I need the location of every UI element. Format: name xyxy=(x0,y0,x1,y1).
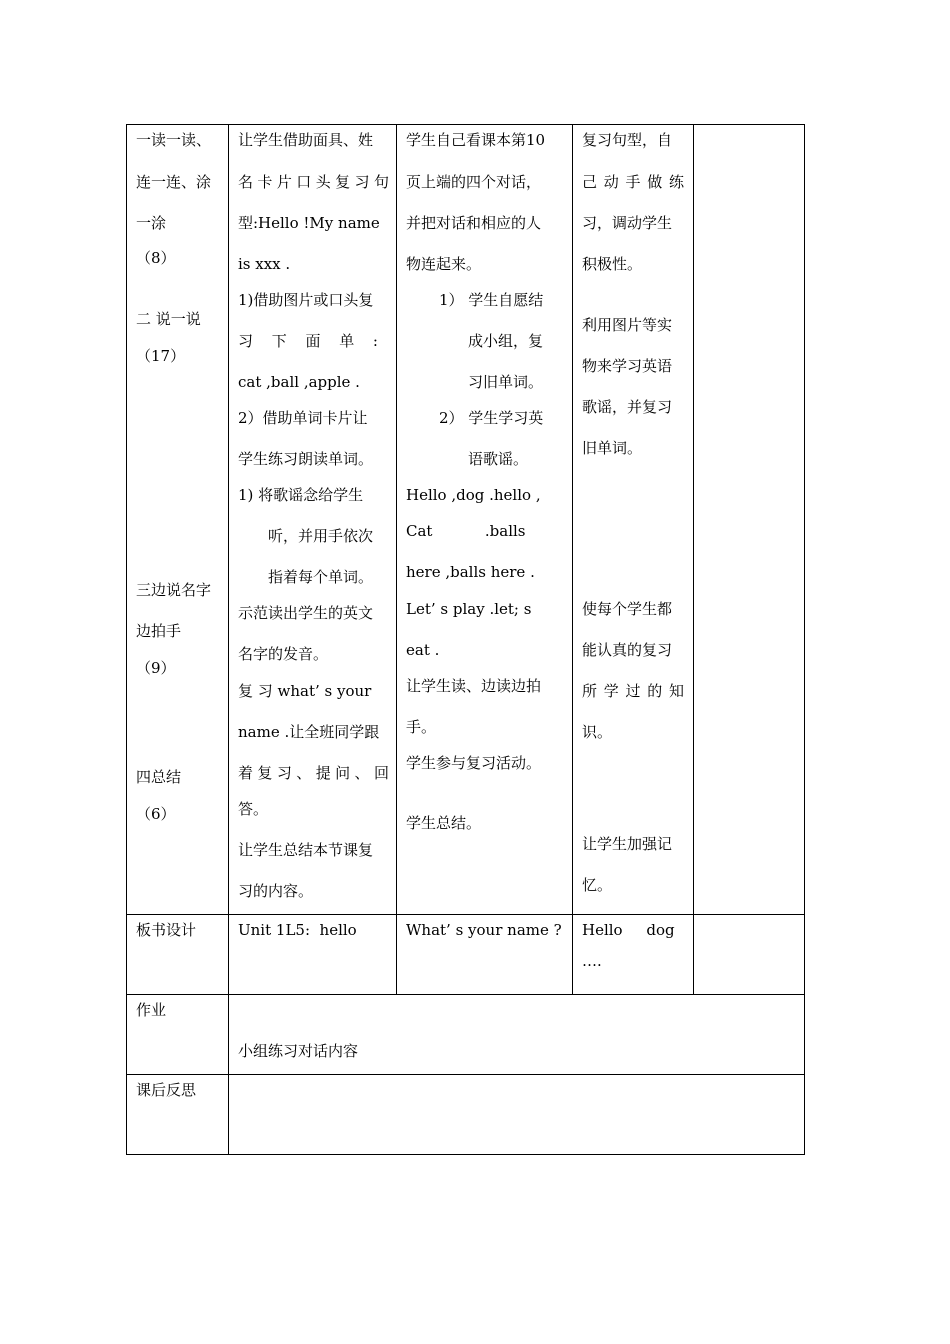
teacher-activity-cell xyxy=(229,125,397,915)
reflection-label-text: 课后反思 xyxy=(136,1081,197,1099)
main-row xyxy=(127,125,805,915)
student-line: Cat .balls xyxy=(406,522,526,540)
purpose-line: 让学生加强记 xyxy=(582,835,673,853)
purpose-line: 物来学习英语 xyxy=(582,357,673,375)
student-line: 1） 学生自愿结 xyxy=(439,291,544,309)
step-line: （6） xyxy=(136,805,176,823)
purpose-line: 所学过的知 xyxy=(582,682,684,700)
teacher-line: 习的内容。 xyxy=(238,882,314,900)
student-line: 习旧单词。 xyxy=(468,373,544,391)
step-column-cell xyxy=(127,125,229,915)
homework-content: 小组练习对话内容 xyxy=(238,1042,359,1060)
purpose-line: 歌谣，并复习 xyxy=(582,398,673,416)
student-line: 2） 学生学习英 xyxy=(439,409,544,427)
homework-label-text: 作业 xyxy=(136,1001,167,1019)
reflection-row xyxy=(127,1075,805,1155)
teacher-line: name .让全班同学跟 xyxy=(238,723,380,741)
reflection-label xyxy=(127,1075,229,1155)
teacher-line: 着复习、提问、回 xyxy=(238,764,389,782)
step-line: （8） xyxy=(136,249,176,267)
step-line: （17） xyxy=(136,347,186,365)
board-design-unit: Unit 1L5: hello xyxy=(238,921,357,939)
teacher-line: 示范读出学生的英文 xyxy=(238,604,374,622)
board-design-ellipsis: …. xyxy=(582,952,602,970)
student-line: Let’ s play .let; s xyxy=(406,600,532,618)
purpose-cell xyxy=(573,125,694,915)
step-line: 三边说名字 xyxy=(136,581,212,599)
purpose-line: 复习句型，自 xyxy=(582,131,673,149)
board-design-label xyxy=(127,915,229,995)
step-line: 二 说一说 xyxy=(136,310,201,328)
purpose-line: 能认真的复习 xyxy=(582,641,673,659)
step-line: 一涂 xyxy=(136,214,167,232)
student-line: eat . xyxy=(406,641,440,659)
teacher-line: is xxx . xyxy=(238,255,291,273)
step-line: 一读一读、 xyxy=(136,131,212,149)
homework-row xyxy=(127,995,805,1075)
teacher-line: 型:Hello !My name xyxy=(238,214,380,232)
student-line: 学生自己看课本第10 xyxy=(406,131,546,149)
step-line: 连一连、涂 xyxy=(136,173,212,191)
step-line: 边拍手 xyxy=(136,622,182,640)
teacher-line: 名卡片口头复习句 xyxy=(238,173,389,191)
purpose-line: 旧单词。 xyxy=(582,439,643,457)
purpose-line: 己动手做练 xyxy=(582,173,684,191)
teacher-line: 指着每个单词。 xyxy=(268,568,374,586)
student-line: here ,balls here . xyxy=(406,563,535,581)
student-line: 学生参与复习活动。 xyxy=(406,754,542,772)
teacher-line: 复 习 what’ s your xyxy=(238,682,372,700)
purpose-line: 利用图片等实 xyxy=(582,316,673,334)
homework-label xyxy=(127,995,229,1075)
step-line: （9） xyxy=(136,659,176,677)
student-line: Hello ,dog .hello , xyxy=(406,486,541,504)
student-line: 语歌谣。 xyxy=(468,450,529,468)
teacher-line: 名字的发音。 xyxy=(238,645,329,663)
student-line: 并把对话和相应的人 xyxy=(406,214,542,232)
teacher-line: 听，并用手依次 xyxy=(268,527,374,545)
lesson-plan-table xyxy=(126,124,805,1155)
student-line: 让学生读、边读边拍 xyxy=(406,677,542,695)
step-line: 四总结 xyxy=(136,768,182,786)
board-design-unit-cell xyxy=(229,915,397,995)
board-design-question-cell xyxy=(397,915,573,995)
board-design-question: What’ s your name ? xyxy=(406,921,562,939)
purpose-line: 习，调动学生 xyxy=(582,214,673,232)
teacher-line: 1) 将歌谣念给学生 xyxy=(238,486,364,504)
purpose-line: 识。 xyxy=(582,723,613,741)
reflection-content-cell xyxy=(229,1075,805,1155)
board-design-row xyxy=(127,915,805,995)
board-design-label-text: 板书设计 xyxy=(136,921,197,939)
teacher-line: cat ,ball ,apple . xyxy=(238,373,360,391)
student-line: 学生总结。 xyxy=(406,814,482,832)
teacher-line: 答。 xyxy=(238,800,269,818)
purpose-line: 忆。 xyxy=(582,876,613,894)
empty-notes-cell xyxy=(694,125,805,915)
board-design-words: Hello dog xyxy=(582,921,675,939)
teacher-line: 1)借助图片或口头复 xyxy=(238,291,374,309)
teacher-line: 习 下 面 单 : xyxy=(238,332,378,350)
board-design-words-cell xyxy=(573,915,694,995)
student-activity-cell xyxy=(397,125,573,915)
purpose-line: 积极性。 xyxy=(582,255,643,273)
student-line: 物连起来。 xyxy=(406,255,482,273)
board-design-empty-cell xyxy=(694,915,805,995)
teacher-line: 2）借助单词卡片让 xyxy=(238,409,368,427)
student-line: 手。 xyxy=(406,718,437,736)
homework-content-cell xyxy=(229,995,805,1075)
teacher-line: 学生练习朗读单词。 xyxy=(238,450,374,468)
teacher-line: 让学生借助面具、姓 xyxy=(238,131,374,149)
teacher-line: 让学生总结本节课复 xyxy=(238,841,374,859)
purpose-line: 使每个学生都 xyxy=(582,600,673,618)
student-line: 成小组，复 xyxy=(468,332,544,350)
student-line: 页上端的四个对话， xyxy=(406,173,542,191)
